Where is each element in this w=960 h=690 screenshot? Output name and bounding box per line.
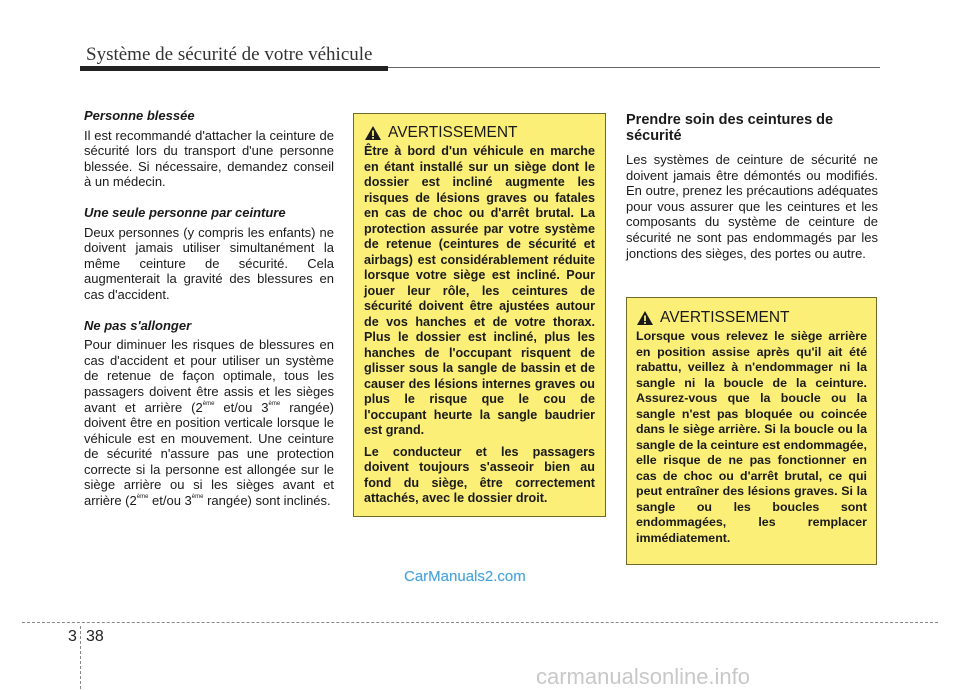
section-text-no-reclining: Pour diminuer les risques de blessures en cas d'accident et pour utiliser un système de retenue de façon optimale, tous les passagers doivent être assis et les sièges avant et arrière (2ème et/ou 3ème rangée) doivent être en position verticale lorsque le véhicule est en mouvement. Une ceinture de sécurité n'assure pas une protection correcte si la personne est allongée sur le siège arrière ou si les sièges avant et arrière (2ème et/ou 3ème rangée) sont inclinés. [84,337,334,509]
warning-title-text: AVERTISSEMENT [660,309,790,326]
page-number: 38 [86,628,104,645]
footer-divider [80,626,81,689]
warning-triangle-icon [636,310,654,326]
section-title-no-reclining: Ne pas s'allonger [84,317,192,333]
section-text-one-per-belt: Deux personnes (y compris les enfants) ne doivent jamais utiliser simultanément la même ceinture de sécurité. Cela augmenterait la gravité des blessures en cas d'accident. [84,224,334,302]
warning-title [636,309,867,327]
warning-text-1: Lorsque vous relevez le siège arrière en position assise après qu'il ait été rabattu, veillez à n'endommager ni la sangle ni la boucle de la ceinture. Assurez-vous que la boucle ou la sangle n'est pas bloquée ou coincée dans le siège arrière. Si la boucle ou la sangle de la ceinture est endommagée, elle risque de ne pas fonctionner en cas de choc ou d'arrêt brutal, ce qui peut entraîner des lésions graves. Si la sangle ou les boucles sont endommagées, les remplacer immédiatement. [636,329,867,545]
warning-title [364,124,595,142]
left-column [84,108,334,524]
section-title-one-per-belt: Une seule personne par ceinture [84,204,286,220]
section-title-injured: Personne blessée [84,108,195,123]
warning-box-reclined-seat [353,113,606,517]
section-text-belt-care: Les systèmes de ceinture de sécurité ne doivent jamais être démontés ou modifiés. En outre, prenez les précautions adéquates pour vous assurer que les ceintures et les composants du système de ceinture de sécurité ne sont pas endommagés par les jonctions des sièges, des portes ou autre. [626,152,878,261]
warning-text-1: Être à bord d'un véhicule en marche en étant installé sur un siège dont le dossier est incliné augmente les risques de lésions graves ou fatales en cas de choc ou d'arrêt brutal. La protection assurée par votre système de retenue (ceintures de sécurité et airbags) est considérablement réduite lorsque votre siège est incliné. Pour jouer leur rôle, les ceintures de sécurité doivent être ajustées autour de vos hanches et de votre thorax. Plus le dossier est incliné, plus les hanches de l'occupant risquent de glisser sous la sangle de bassin et de causer des lésions internes graves ou plus le risque que le cou de l'occupant heurte la sangle baudrier est grand. [364,144,595,437]
warning-text-2: Le conducteur et les passagers doivent toujours s'asseoir bien au fond du siège, être correctement attachés, avec le dossier droit. [364,444,595,505]
watermark-carmanualsonline: carmanualsonline.info [536,664,751,689]
warning-box-rear-seat [626,297,877,565]
chapter-number: 3 [68,628,77,645]
page-header-title: Système de sécurité de votre véhicule [86,44,373,65]
section-title-belt-care: Prendre soin des ceintures de sécurité [626,112,834,144]
warning-triangle-icon [364,125,382,141]
right-column [626,112,878,276]
warning-title-text: AVERTISSEMENT [388,124,518,141]
footer-rule [22,622,938,623]
header-rule-accent [80,66,388,71]
section-text-injured: Il est recommandé d'attacher la ceinture de sécurité lors du transport d'une personne blessée. Si nécessaire, demandez conseil à un médecin. [84,127,334,190]
watermark-carmanuals2: CarManuals2.com [404,568,526,585]
